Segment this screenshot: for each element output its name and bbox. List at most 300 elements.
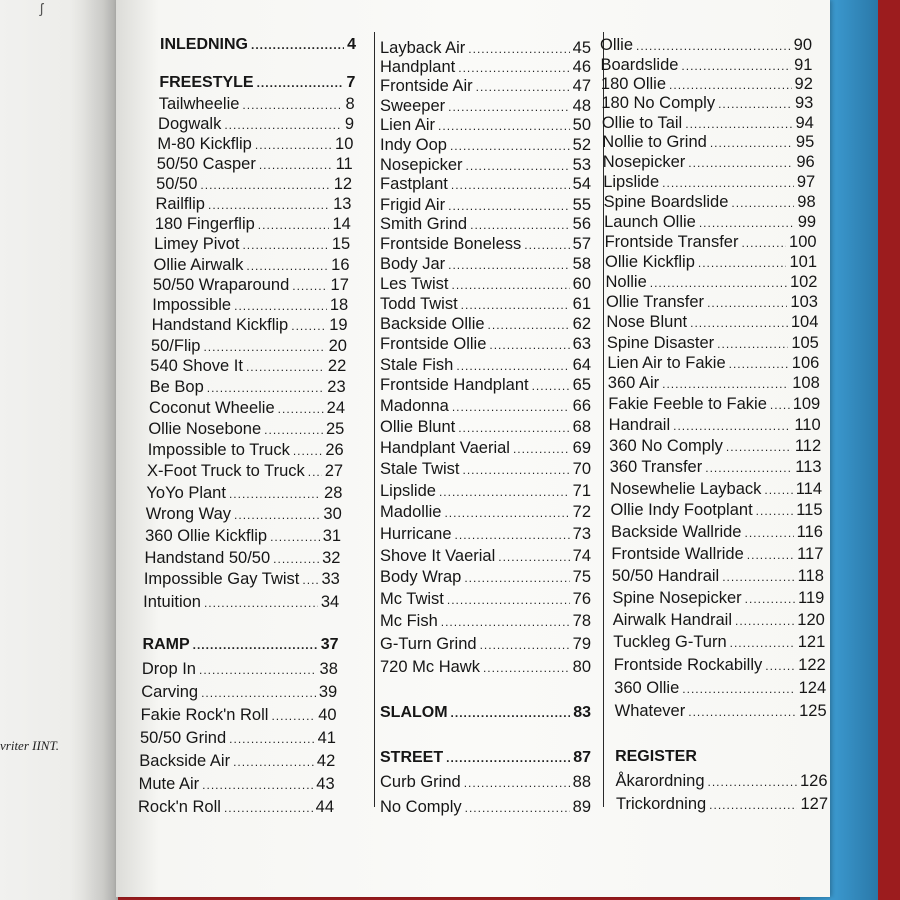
toc-section-heading (159, 73, 355, 93)
toc-entry-title: Handstand Kickflip (151, 316, 289, 334)
dot-leader (224, 115, 342, 135)
toc-page-number: 92 (794, 75, 813, 93)
dot-leader (470, 215, 570, 235)
toc-page-number: 127 (800, 795, 828, 813)
dot-leader (446, 748, 570, 768)
dot-leader (747, 545, 794, 565)
toc-entry (142, 659, 338, 679)
toc-page-number: 64 (572, 356, 591, 374)
dot-leader (729, 354, 789, 374)
toc-entry-title: Carving (141, 683, 199, 701)
toc-entry-title: Lipslide (380, 482, 436, 500)
dot-leader (444, 503, 569, 523)
dot-leader (699, 213, 795, 233)
toc-entry (148, 440, 344, 460)
toc-entry-title: SLALOM (380, 704, 448, 721)
toc-entry-title: Lien Air to Fakie (607, 354, 726, 372)
toc-page-number: 20 (328, 337, 347, 355)
toc-entry (380, 797, 591, 817)
toc-entry-title: Airwalk Handrail (612, 611, 733, 629)
dot-leader (193, 635, 318, 655)
toc-entry-title: 360 Ollie (614, 679, 680, 697)
dot-leader (669, 75, 792, 95)
dot-leader (764, 480, 792, 500)
toc-entry-title: STREET (380, 749, 444, 766)
toc-page-number: 68 (572, 418, 591, 436)
toc-entry-title: Stale Twist (380, 460, 460, 478)
toc-entry (140, 728, 336, 748)
toc-entry-title: Frontside Air (380, 77, 473, 95)
left-page-text-fragment: vriter IINT. (0, 738, 59, 753)
toc-entry-title: Ollie Airwalk (153, 256, 244, 274)
toc-page-number: 4 (347, 36, 356, 53)
dot-leader (756, 501, 794, 521)
toc-entry-title: Backside Air (139, 752, 231, 770)
toc-entry (380, 274, 591, 294)
dot-leader (441, 612, 570, 632)
dot-leader (685, 114, 792, 134)
dot-leader (745, 523, 794, 543)
toc-entry-title: Backside Wallride (610, 523, 742, 541)
toc-page-number: 37 (320, 636, 339, 653)
toc-entry (146, 483, 342, 503)
toc-entry-title: 360 Transfer (609, 458, 703, 476)
toc-entry (607, 333, 819, 353)
dot-leader (456, 356, 569, 376)
toc-entry-title: Ollie Kickflip (605, 253, 695, 271)
dot-leader (650, 273, 787, 293)
toc-section-heading (380, 703, 591, 723)
toc-entry (380, 396, 591, 416)
dot-leader (465, 798, 570, 818)
toc-entry (610, 479, 822, 499)
dot-leader (302, 570, 318, 590)
table-of-contents-page (116, 0, 830, 897)
toc-entry (380, 417, 591, 437)
toc-page-number: 48 (572, 97, 591, 115)
dot-leader (765, 656, 795, 676)
dot-leader (203, 337, 325, 357)
toc-entry (380, 546, 591, 566)
toc-page-number: 74 (572, 547, 591, 565)
dot-leader (448, 97, 570, 117)
toc-entry (147, 461, 343, 481)
toc-entry (380, 481, 591, 501)
toc-entry-title: Fastplant (380, 175, 448, 193)
toc-entry-title: Frontside Handplant (380, 376, 529, 394)
toc-entry (146, 504, 342, 524)
toc-page-number: 25 (325, 420, 345, 438)
toc-entry-title: 50/50 Grind (139, 729, 227, 747)
toc-page-number: 118 (797, 567, 824, 585)
toc-entry (609, 415, 821, 435)
toc-entry-title: Mute Air (138, 775, 200, 793)
toc-entry (149, 398, 345, 418)
dot-leader (234, 296, 327, 316)
dot-leader (439, 482, 570, 502)
toc-entry-title: Coconut Wheelie (149, 399, 275, 417)
toc-entry (144, 569, 340, 589)
dot-leader (202, 775, 313, 795)
toc-entry-title: Handrail (608, 416, 671, 434)
column-divider-1 (374, 32, 375, 807)
toc-entry (158, 114, 354, 134)
toc-entry-title: M-80 Kickflip (157, 135, 252, 153)
toc-entry-title: 360 No Comply (609, 437, 723, 455)
toc-page-number: 45 (572, 39, 591, 57)
toc-page-number: 101 (789, 253, 818, 271)
dot-leader (498, 547, 569, 567)
toc-entry-title: Frontside Boneless (380, 235, 522, 253)
toc-entry (151, 336, 347, 356)
dot-leader (461, 295, 570, 315)
toc-entry (155, 214, 351, 234)
toc-entry (613, 610, 825, 630)
toc-page-number: 126 (800, 772, 828, 790)
toc-entry (380, 155, 591, 175)
dot-leader (690, 313, 788, 333)
toc-page-number: 33 (321, 570, 340, 588)
toc-page-number: 117 (797, 545, 824, 563)
toc-page-number: 76 (572, 590, 591, 608)
toc-page-number: 69 (572, 439, 591, 457)
toc-page-number: 109 (792, 395, 821, 413)
toc-entry-title: Rock'n Roll (138, 798, 221, 816)
toc-entry-title: Mc Twist (380, 590, 444, 608)
toc-entry-title: 50/50 (156, 175, 198, 193)
toc-entry-title: 50/50 Casper (156, 155, 256, 173)
toc-page-number: 83 (573, 704, 591, 721)
toc-page-number: 98 (797, 193, 816, 211)
dot-leader (698, 253, 787, 273)
dot-leader (204, 593, 318, 613)
toc-entry-title: Launch Ollie (604, 213, 696, 231)
toc-entry-title: Drop In (141, 660, 196, 678)
toc-entry-title: Lipslide (603, 173, 660, 191)
toc-entry-title: Layback Air (380, 39, 466, 57)
toc-entry-title: Boardslide (600, 56, 679, 74)
dot-leader (707, 293, 787, 313)
toc-entry (611, 500, 823, 520)
toc-page-number: 73 (572, 525, 591, 543)
toc-entry-title: Limey Pivot (154, 235, 240, 253)
dot-leader (257, 73, 344, 93)
toc-page-number: 41 (317, 729, 336, 747)
dot-leader (488, 315, 570, 335)
dot-leader (199, 660, 317, 680)
toc-entry-title: Stale Fish (380, 356, 454, 374)
toc-page-number: 40 (318, 706, 337, 724)
toc-entry-title: Tailwheelie (158, 95, 240, 113)
toc-entry-title: Sweeper (380, 97, 446, 115)
toc-entry-title: Ollie Indy Footplant (610, 501, 753, 519)
toc-entry (141, 705, 337, 725)
dot-leader (450, 136, 570, 156)
toc-entry-title: Nosewhelie Layback (610, 480, 762, 498)
toc-entry-title: Dogwalk (158, 115, 222, 133)
toc-entry-title: Åkarordning (615, 772, 705, 790)
dot-leader (229, 729, 314, 749)
toc-entry (608, 394, 820, 414)
toc-entry (155, 194, 351, 214)
dot-leader (745, 589, 795, 609)
toc-entry-title: Nollie to Grind (602, 133, 707, 151)
toc-page-number: 46 (572, 58, 591, 76)
dot-leader (464, 773, 570, 793)
dot-leader (681, 56, 791, 76)
toc-page-number: 57 (572, 235, 591, 253)
dot-leader (264, 420, 323, 440)
toc-entry (380, 611, 591, 631)
dot-leader (448, 255, 570, 275)
toc-page-number: 9 (344, 115, 355, 133)
toc-entry (380, 502, 591, 522)
dot-leader (458, 418, 569, 438)
toc-entry-title: Trickordning (616, 795, 707, 813)
toc-page-number: 72 (572, 503, 591, 521)
toc-entry (143, 592, 339, 612)
toc-page-number: 17 (330, 276, 349, 294)
toc-entry (614, 678, 826, 698)
toc-page-number: 14 (332, 215, 351, 233)
toc-entry-title: Nollie (605, 273, 647, 291)
toc-entry (380, 375, 591, 395)
toc-page-number: 94 (795, 114, 814, 132)
toc-entry (614, 655, 826, 675)
toc-page-number: 50 (572, 116, 591, 134)
toc-page-number: 125 (799, 702, 827, 720)
toc-entry (603, 152, 815, 172)
toc-entry (380, 634, 591, 654)
dot-leader (722, 567, 794, 587)
toc-entry-title: Impossible (152, 296, 232, 314)
toc-page-number: 104 (790, 313, 819, 331)
dot-leader (718, 94, 792, 114)
toc-entry (610, 457, 822, 477)
dot-leader (291, 316, 326, 336)
toc-page-number: 47 (572, 77, 591, 95)
toc-entry (139, 774, 335, 794)
toc-page-number: 110 (794, 416, 821, 434)
toc-entry-title: Mc Fish (380, 612, 438, 630)
toc-entry-title: Ollie Blunt (380, 418, 456, 436)
toc-page-number: 103 (790, 293, 818, 311)
toc-entry (609, 436, 821, 456)
dot-leader (308, 462, 322, 482)
toc-entry-title: Whatever (614, 702, 686, 720)
toc-entry (380, 524, 591, 544)
toc-page-number: 63 (572, 335, 591, 353)
toc-entry (602, 132, 814, 152)
toc-entry (380, 438, 591, 458)
dot-leader (682, 679, 795, 699)
toc-entry-title: Body Wrap (380, 568, 462, 586)
dot-leader (251, 35, 344, 55)
toc-page-number: 8 (345, 95, 355, 113)
toc-entry (380, 57, 591, 77)
toc-entry (380, 135, 591, 155)
toc-page-number: 12 (333, 175, 353, 193)
toc-page-number: 91 (794, 56, 813, 74)
dot-leader (464, 568, 569, 588)
left-page (0, 0, 118, 900)
toc-page-number: 88 (572, 773, 591, 791)
toc-entry (611, 522, 823, 542)
toc-entry-title: Handstand 50/50 (144, 549, 271, 567)
toc-entry-title: Fakie Feeble to Fakie (608, 395, 767, 413)
toc-entry-title: Frontside Rockabilly (613, 656, 763, 674)
toc-page-number: 38 (319, 660, 338, 678)
toc-entry-title: Backside Ollie (380, 315, 485, 333)
toc-entry (380, 195, 591, 215)
toc-entry (148, 419, 344, 439)
toc-entry-title: Nosepicker (380, 156, 463, 174)
toc-page-number: 39 (318, 683, 338, 701)
dot-leader (735, 611, 794, 631)
toc-page-number: 121 (797, 633, 826, 651)
toc-entry (380, 314, 591, 334)
toc-entry (380, 772, 591, 792)
dot-leader (451, 175, 570, 195)
toc-entry-title: Handplant Vaerial (380, 439, 510, 457)
toc-entry (154, 234, 350, 254)
toc-page-number: 95 (795, 133, 815, 151)
toc-entry (380, 38, 591, 58)
toc-entry-title: Be Bop (149, 378, 204, 396)
toc-entry-title: Frontside Wallride (611, 545, 744, 563)
toc-entry-title: Shove It Vaerial (380, 547, 496, 565)
toc-entry-title: 360 Ollie Kickflip (145, 527, 268, 545)
toc-entry (157, 154, 353, 174)
toc-section-heading (380, 748, 591, 768)
toc-page-number: 62 (572, 315, 591, 333)
toc-entry (613, 632, 825, 652)
toc-page-number: 65 (572, 376, 591, 394)
toc-page-number: 28 (324, 484, 343, 502)
toc-entry (612, 588, 824, 608)
dot-leader (438, 116, 570, 136)
dot-leader (726, 437, 792, 457)
dot-leader (636, 36, 791, 56)
dot-leader (207, 378, 325, 398)
toc-entry (153, 275, 349, 295)
toc-entry-title: G-Turn Grind (380, 635, 477, 653)
toc-entry (150, 377, 346, 397)
dot-leader (452, 397, 570, 417)
toc-entry (601, 93, 813, 113)
toc-page-number: 100 (789, 233, 817, 251)
toc-entry (380, 234, 591, 254)
toc-entry-title: RAMP (142, 636, 190, 653)
dot-leader (200, 175, 330, 195)
toc-entry (159, 94, 355, 114)
toc-page-number: 60 (572, 275, 591, 293)
dot-leader (709, 795, 797, 815)
toc-entry-title: 180 No Comply (601, 94, 716, 112)
dot-leader (278, 399, 324, 419)
book-spine-shadow (70, 0, 118, 900)
toc-page-number: 56 (572, 215, 591, 233)
dot-leader (741, 233, 786, 253)
toc-page-number: 79 (572, 635, 591, 653)
toc-entry-title: Nose Blunt (606, 313, 688, 331)
toc-page-number: 23 (327, 378, 346, 396)
dot-leader (717, 334, 788, 354)
toc-page-number: 27 (324, 462, 344, 480)
dot-leader (246, 357, 325, 377)
toc-page-number: 78 (572, 612, 591, 630)
toc-entry-title: Ollie Transfer (605, 293, 705, 311)
toc-page-number: 93 (795, 94, 814, 112)
toc-entry (605, 272, 817, 292)
toc-page-number: 31 (322, 527, 342, 545)
dot-leader (270, 527, 320, 547)
toc-entry (141, 682, 337, 702)
toc-entry (145, 526, 341, 546)
toc-page-number: 54 (572, 175, 591, 193)
toc-entry-title: Lien Air (380, 116, 436, 134)
toc-page-number: 102 (789, 273, 818, 291)
dot-leader (451, 275, 569, 295)
toc-entry (600, 55, 812, 75)
toc-entry (380, 115, 591, 135)
toc-page-number: 52 (572, 136, 591, 154)
toc-entry (154, 255, 350, 275)
toc-entry-title: Indy Oop (380, 136, 447, 154)
toc-entry (380, 96, 591, 116)
toc-entry-title: Ollie to Tail (601, 114, 683, 132)
toc-entry (607, 353, 819, 373)
toc-page-number: 80 (572, 658, 591, 676)
toc-entry (602, 113, 814, 133)
toc-entry-title: Railflip (155, 195, 205, 213)
dot-leader (293, 441, 323, 461)
toc-entry (606, 312, 818, 332)
toc-page-number: 53 (572, 156, 591, 174)
dot-leader (224, 798, 313, 818)
toc-entry (615, 701, 827, 721)
toc-entry-title: 180 Fingerflip (154, 215, 255, 233)
toc-page-number: 112 (794, 437, 822, 455)
toc-page-number: 96 (796, 153, 815, 171)
toc-page-number: 97 (796, 173, 816, 191)
toc-entry (616, 771, 828, 791)
toc-entry-title: X-Foot Truck to Truck (147, 462, 305, 480)
toc-page-number: 122 (798, 656, 826, 674)
toc-entry-title: INLEDNING (160, 36, 248, 53)
toc-entry (612, 566, 824, 586)
toc-section-heading (615, 747, 827, 767)
dot-leader (234, 505, 320, 525)
toc-entry (601, 74, 813, 94)
dot-leader (201, 683, 316, 703)
toc-entry (139, 751, 335, 771)
dot-leader (731, 193, 794, 213)
dot-leader (451, 703, 571, 723)
toc-page-number: 71 (572, 482, 591, 500)
toc-entry-title: Les Twist (380, 275, 449, 293)
toc-entry-title: Spine Boardslide (603, 193, 729, 211)
toc-entry-title: Intuition (143, 593, 201, 611)
toc-page-number: 114 (795, 480, 823, 498)
toc-entry (606, 292, 818, 312)
dot-leader (532, 376, 570, 396)
toc-entry (380, 76, 591, 96)
toc-entry (603, 172, 815, 192)
toc-entry (152, 295, 348, 315)
toc-entry-title: Ollie Nosebone (148, 420, 262, 438)
toc-entry (380, 589, 591, 609)
